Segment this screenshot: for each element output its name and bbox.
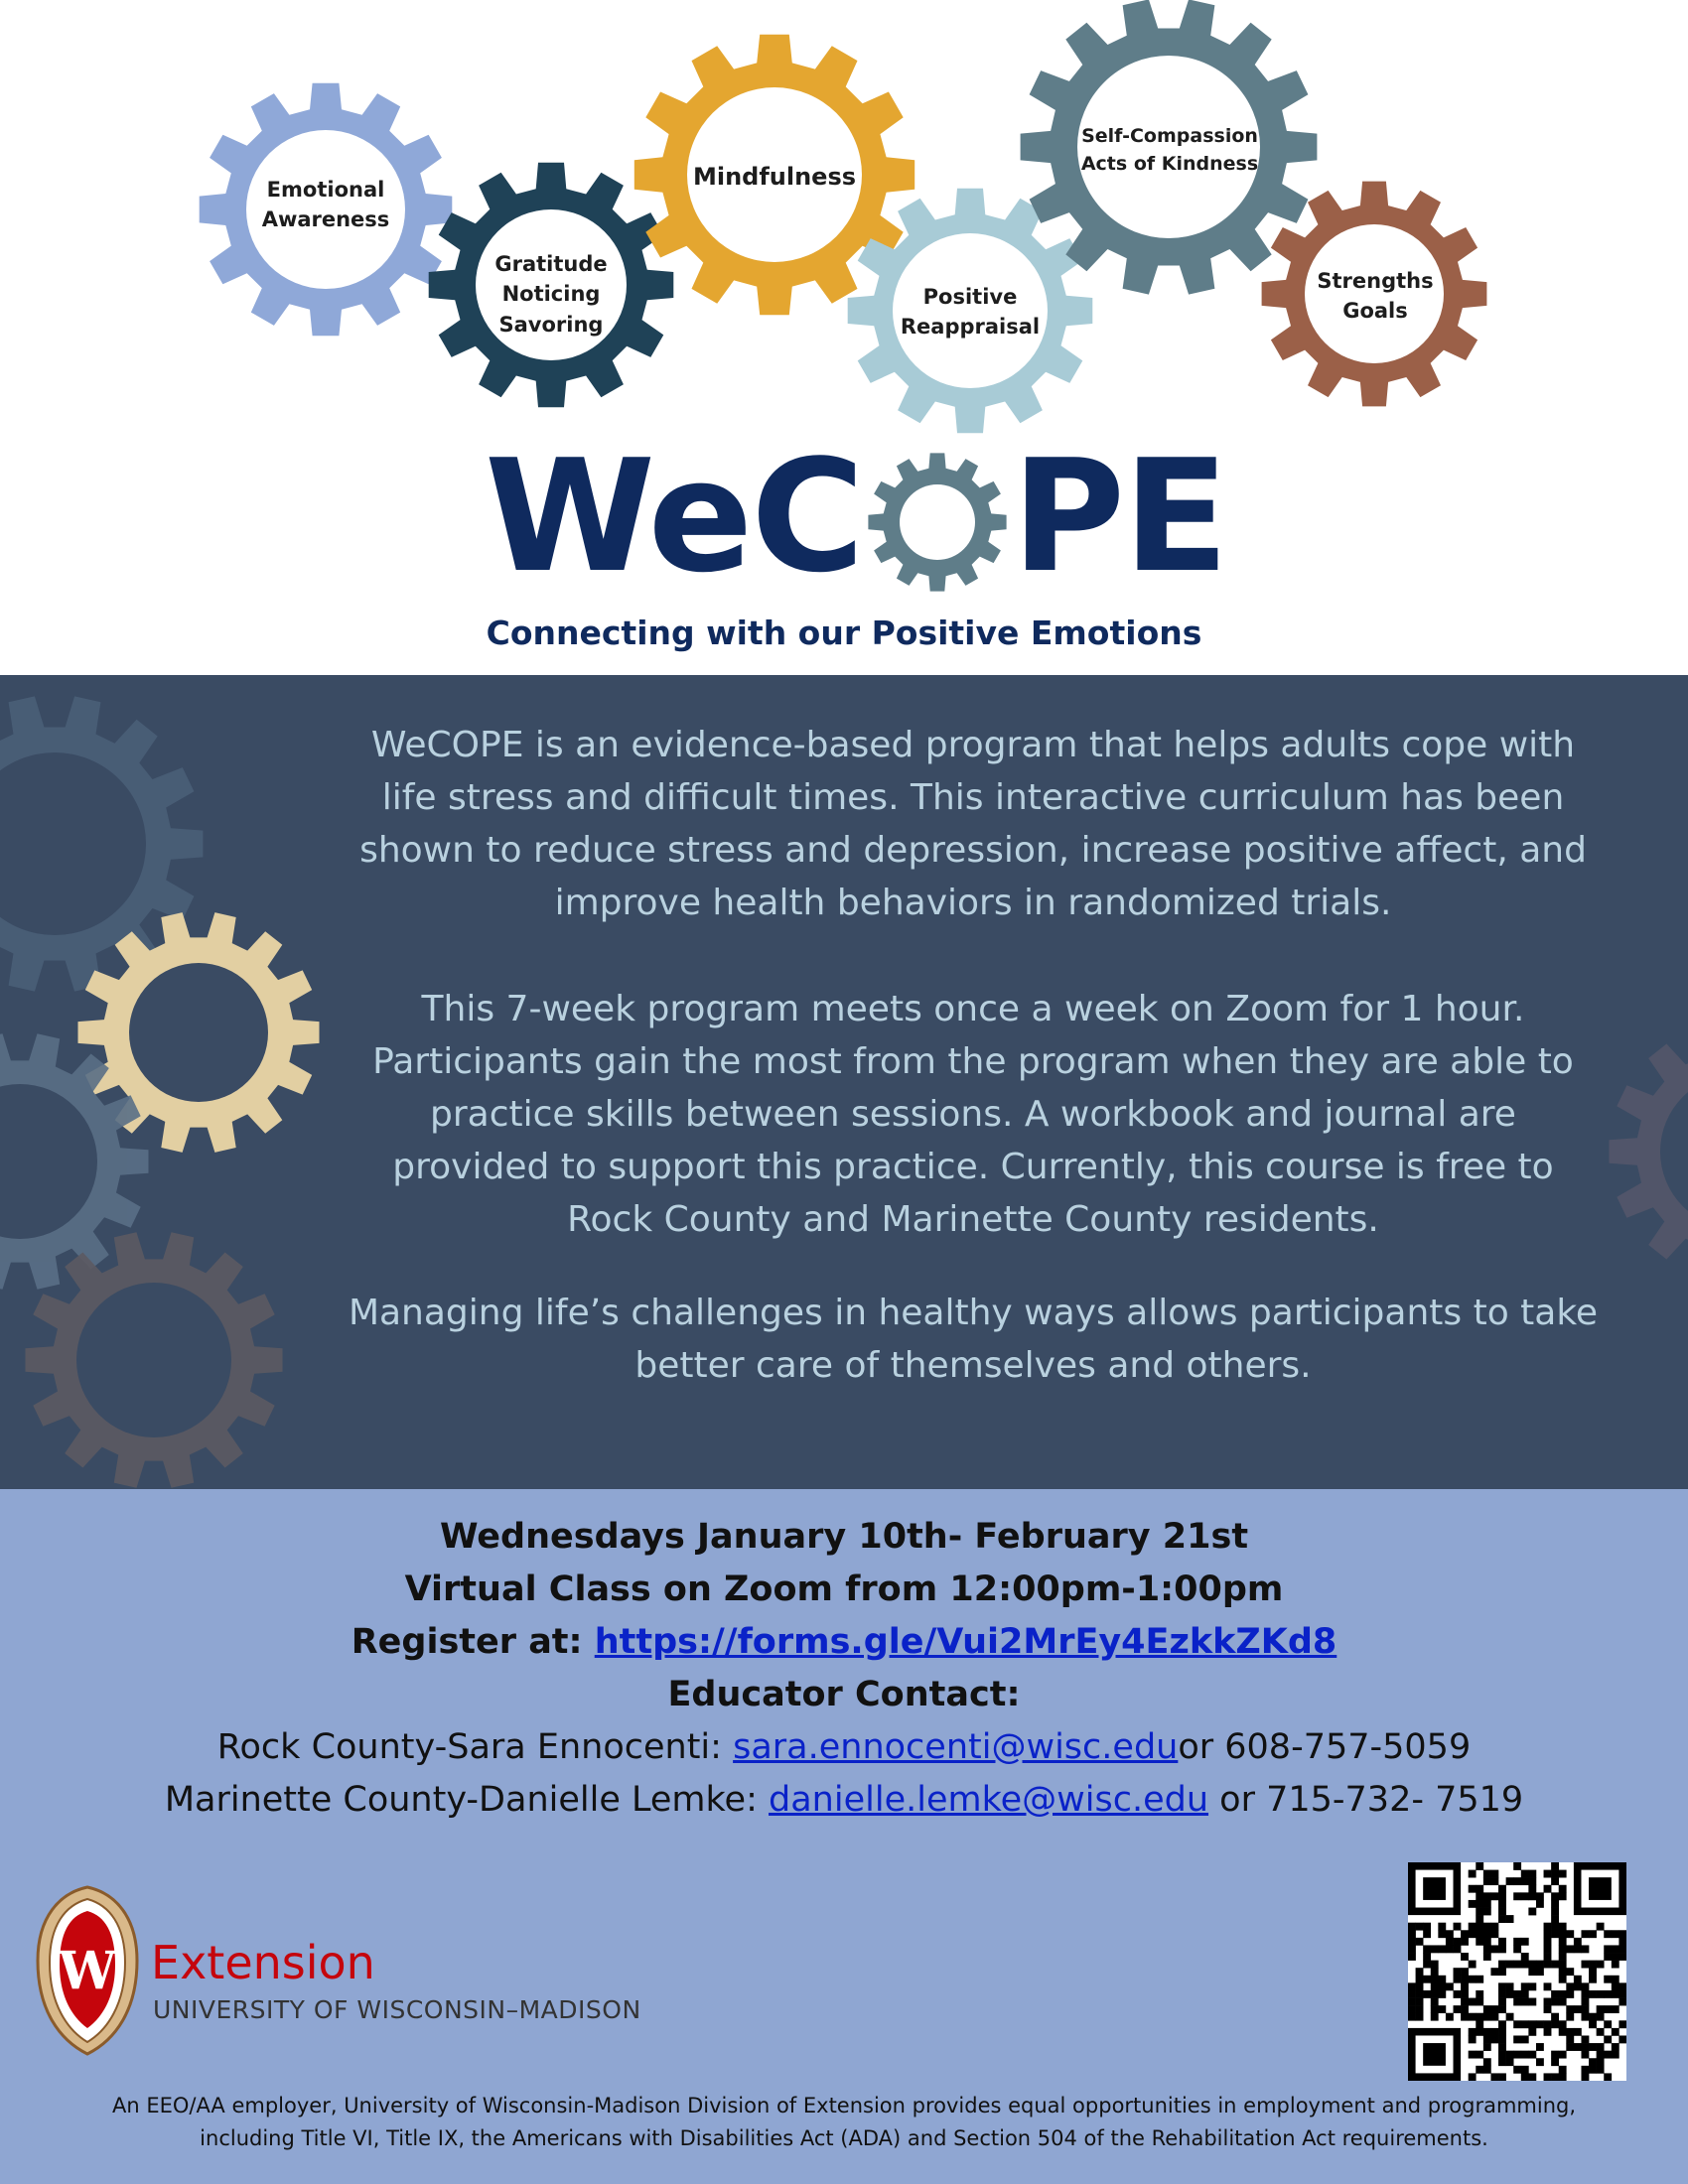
crest-letter: W — [58, 1941, 117, 2001]
description-paragraph-1 — [338, 719, 1609, 929]
eeo-footer — [30, 2090, 1658, 2155]
text-line: This 7-week program meets once a week on Zoom for 1 hour. — [421, 989, 1525, 1029]
class-dates: Wednesdays January 10th- February 21st — [439, 1517, 1249, 1557]
gear-label-positive-reappraisal: Positive Reappraisal — [900, 285, 1041, 340]
marinette-county-phone: or 715-732- 7519 — [1219, 1780, 1524, 1820]
extension-wordmark: Extension — [151, 1936, 375, 1989]
text-line: improve health behaviors in randomized trials. — [554, 883, 1392, 923]
text-line: better care of themselves and others. — [634, 1345, 1312, 1386]
text-line: practice skills between sessions. A workbook and journal are — [430, 1094, 1516, 1135]
footer-line-2: including Title VI, Title IX, the Americans with Disabilities Act (ADA) and Section 504 of the Rehabilitation Act requirements. — [200, 2126, 1488, 2150]
class-details — [0, 1511, 1688, 1827]
rock-county-label: Rock County-Sara Ennocenti: — [216, 1727, 722, 1767]
decorative-gear-icon — [1610, 1024, 1688, 1280]
contact-marinette-county — [0, 1774, 1688, 1827]
class-time: Virtual Class on Zoom from 12:00pm-1:00pm — [404, 1570, 1284, 1609]
gear-label-emotional-awareness: Emotional Awareness — [261, 178, 390, 232]
university-name: UNIVERSITY OF WISCONSIN–MADISON — [153, 1995, 641, 2024]
text-line: Managing life’s challenges in healthy ways allows participants to take — [348, 1293, 1599, 1333]
gear-label-mindfulness: Mindfulness — [692, 163, 857, 191]
description-section — [0, 675, 1688, 1489]
register-link[interactable]: https://forms.gle/Vui2MrEy4EzkkZKd8 — [594, 1622, 1337, 1662]
gear-label-self-compassion: Self-Compassion Acts of Kindness — [1080, 125, 1259, 175]
text-line: life stress and difficult times. This interactive curriculum has been — [381, 777, 1565, 818]
decorative-gear-icon — [26, 1232, 283, 1488]
logo-text-pe: PE — [1011, 426, 1227, 607]
rock-county-email-link[interactable]: sara.ennocenti@wisc.edu — [733, 1727, 1179, 1767]
footer-line-1: An EEO/AA employer, University of Wisconsin-Madison Division of Extension provides equal opportunities in employment and programming, — [111, 2094, 1577, 2117]
contact-rock-county — [0, 1721, 1688, 1774]
header-section — [0, 0, 1688, 675]
logo-gear-shape — [868, 453, 1006, 591]
description-paragraph-2 — [338, 983, 1609, 1246]
qr-code[interactable] — [1408, 1862, 1626, 2081]
text-line: shown to reduce stress and depression, increase positive affect, and — [359, 830, 1587, 871]
tagline: Connecting with our Positive Emotions — [486, 614, 1202, 652]
text-line: provided to support this practice. Currently, this course is free to — [392, 1147, 1554, 1187]
gear-label-strengths-goals: Strengths Goals — [1317, 269, 1434, 324]
text-line: Rock County and Marinette County residents. — [567, 1199, 1379, 1240]
logo-gear-o-icon — [863, 437, 1012, 596]
register-label: Register at: — [351, 1622, 583, 1662]
marinette-county-label: Marinette County-Danielle Lemke: — [164, 1780, 758, 1820]
text-line: Participants gain the most from the program when they are able to — [372, 1041, 1574, 1082]
rock-county-phone: or 608-757-5059 — [1178, 1727, 1472, 1767]
text-line: WeCOPE is an evidence-based program that helps adults cope with — [370, 725, 1576, 765]
educator-contact-heading: Educator Contact: — [667, 1675, 1021, 1714]
description-paragraph-3 — [338, 1287, 1609, 1392]
marinette-county-email-link[interactable]: danielle.lemke@wisc.edu — [769, 1780, 1209, 1820]
logo-text-we-c: WeC — [485, 426, 863, 607]
gear-label-gratitude: Gratitude Noticing Savoring — [494, 252, 608, 337]
uw-crest-icon — [28, 1881, 147, 2060]
wecope-logo — [485, 426, 1227, 607]
register-line — [0, 1616, 1688, 1669]
